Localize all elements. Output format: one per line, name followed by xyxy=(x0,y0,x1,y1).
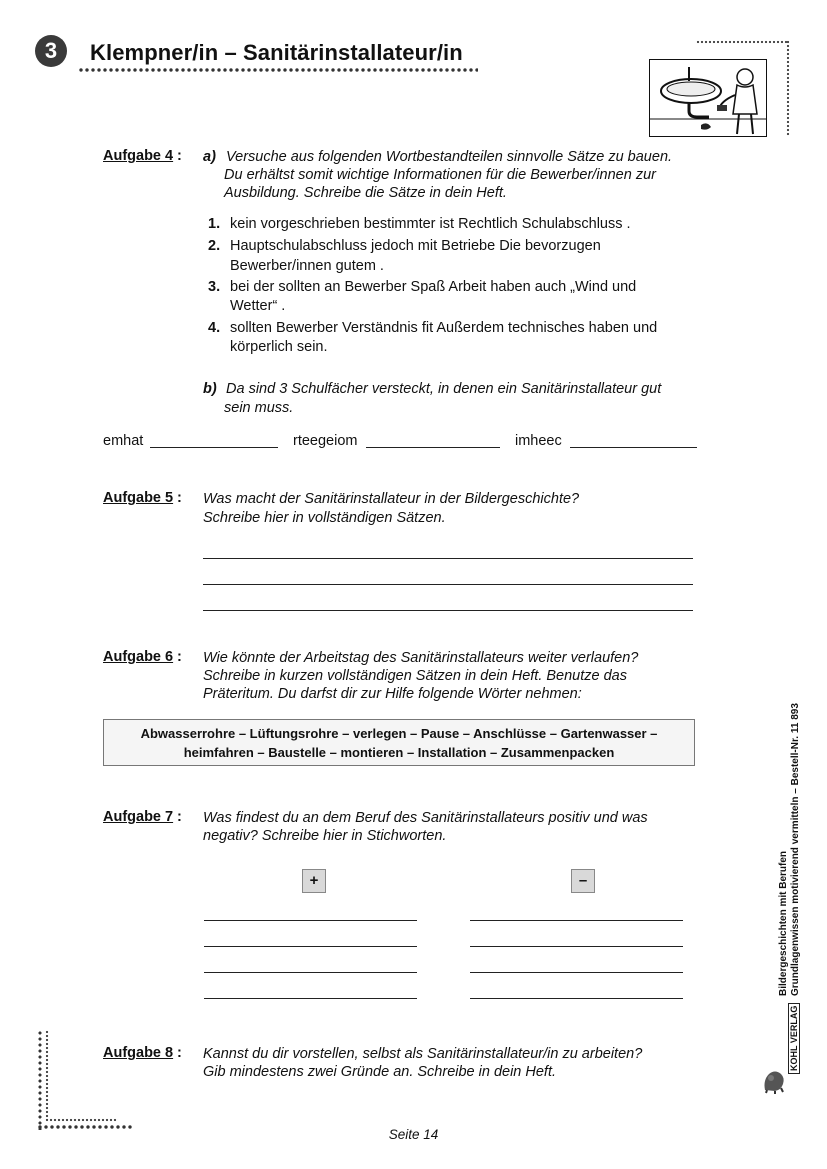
positive-answer-line[interactable] xyxy=(204,946,417,947)
word-bank-line-1: Abwasserrohre – Lüftungsrohre – verlegen – Pause – Anschlüsse – Gartenwasser – xyxy=(140,726,658,741)
task5-line-2: Schreibe hier in vollständigen Sätzen. xyxy=(203,510,446,526)
task8-line-1: Kannst du dir vorstellen, selbst als Sanitärinstallateur/in zu arbeiten? xyxy=(203,1046,643,1062)
sidebar-order-info: Grundlagenwissen motivierend vermitteln – Bestell-Nr. 11 893 xyxy=(790,703,801,996)
negative-sign: – xyxy=(571,869,595,893)
task7-line-2: negativ? Schreibe hier in Stichworten. xyxy=(203,828,447,844)
negative-answer-line[interactable] xyxy=(470,920,683,921)
scrambled-word: emhat xyxy=(103,433,144,449)
answer-line[interactable] xyxy=(366,447,500,448)
plumber-illustration xyxy=(649,59,767,137)
task4-item-3-line-2: Wetter“ . xyxy=(230,298,286,314)
task4-colon: : xyxy=(177,148,182,164)
scrambled-word: imheec xyxy=(515,433,562,449)
task8-colon: : xyxy=(177,1045,182,1061)
page-title: Klempner/in – Sanitärinstallateur/in xyxy=(90,40,463,65)
task5-colon: : xyxy=(177,490,182,506)
task7-label: Aufgabe 7 xyxy=(103,809,174,825)
task6-line-3: Präteritum. Du darfst dir zur Hilfe folgende Wörter nehmen: xyxy=(203,686,582,702)
page-number: Seite 14 xyxy=(388,1127,439,1142)
task4-part-a-line-2: Du erhältst somit wichtige Informationen für die Bewerber/innen zur xyxy=(224,167,656,183)
task4-item-4-line-1: sollten Bewerber Verständnis fit Außerdem technisches haben und xyxy=(230,320,658,336)
task8-line-2: Gib mindestens zwei Gründe an. Schreibe in dein Heft. xyxy=(203,1064,557,1080)
task4-item-number: 3. xyxy=(208,279,221,295)
positive-answer-line[interactable] xyxy=(204,920,417,921)
task4-item-number: 1. xyxy=(208,216,221,232)
task4-item-number: 4. xyxy=(208,320,221,336)
task4-item-2-line-2: Bewerber/innen gutem . xyxy=(230,258,384,274)
word-bank-line-2: heimfahren – Baustelle – montieren – Installation – Zusammenpacken xyxy=(183,744,615,760)
chapter-number-badge: 3 xyxy=(35,35,67,67)
scrambled-word: rteegeiom xyxy=(293,433,358,449)
corner-dots-top xyxy=(696,40,788,44)
task6-label: Aufgabe 6 xyxy=(103,649,174,665)
task6-colon: : xyxy=(177,649,182,665)
answer-line[interactable] xyxy=(150,447,278,448)
task7-line-1: Was findest du an dem Beruf des Sanitärinstallateurs positiv und was xyxy=(203,810,648,826)
task4-part-b-line-1: Da sind 3 Schulfächer versteckt, in denen ein Sanitärinstallateur gut xyxy=(226,381,662,397)
publisher-logo-icon xyxy=(761,1066,787,1094)
answer-line[interactable] xyxy=(203,584,693,585)
answer-line[interactable] xyxy=(203,558,693,559)
positive-answer-line[interactable] xyxy=(204,972,417,973)
answer-line[interactable] xyxy=(203,610,693,611)
word-bank-box xyxy=(103,719,695,766)
task4-part-a-marker: a) xyxy=(203,149,216,165)
negative-answer-line[interactable] xyxy=(470,998,683,999)
task4-part-a-line-1: Versuche aus folgenden Wortbestandteilen sinnvolle Sätze zu bauen. xyxy=(226,149,673,165)
negative-answer-line[interactable] xyxy=(470,946,683,947)
title-dotted-underline xyxy=(78,66,478,74)
task5-line-1: Was macht der Sanitärinstallateur in der Bildergeschichte? xyxy=(203,491,580,507)
sidebar-series-title: Bildergeschichten mit Berufen xyxy=(778,850,789,996)
positive-sign: + xyxy=(302,869,326,893)
publisher-logo-text: KOHL VERLAG xyxy=(788,1003,800,1074)
task6-line-2: Schreibe in kurzen vollständigen Sätzen in dein Heft. Benutze das xyxy=(203,668,627,684)
task4-part-b-marker: b) xyxy=(203,381,217,397)
task7-colon: : xyxy=(177,809,182,825)
task4-item-number: 2. xyxy=(208,238,221,254)
task4-item-4-line-2: körperlich sein. xyxy=(230,339,328,355)
task4-item-2-line-1: Hauptschulabschluss jedoch mit Betriebe Die bevorzugen xyxy=(230,238,601,254)
task5-label: Aufgabe 5 xyxy=(103,490,174,506)
task4-label: Aufgabe 4 xyxy=(103,148,174,164)
corner-dots-right xyxy=(786,40,790,136)
negative-answer-line[interactable] xyxy=(470,972,683,973)
corner-dots-left xyxy=(37,1030,43,1130)
positive-answer-line[interactable] xyxy=(204,998,417,999)
task8-label: Aufgabe 8 xyxy=(103,1045,174,1061)
task4-part-a-line-3: Ausbildung. Schreibe die Sätze in dein Heft. xyxy=(224,185,507,201)
task4-part-b-line-2: sein muss. xyxy=(224,400,294,416)
answer-line[interactable] xyxy=(570,447,697,448)
task4-item-1-line-1: kein vorgeschrieben bestimmter ist Rechtlich Schulabschluss . xyxy=(230,216,631,232)
task4-item-3-line-1: bei der sollten an Bewerber Spaß Arbeit haben auch „Wind und xyxy=(230,279,637,295)
task6-line-1: Wie könnte der Arbeitstag des Sanitärinstallateurs weiter verlaufen? xyxy=(203,650,639,666)
corner-dots-left-inner xyxy=(45,1030,49,1120)
corner-dots-bottom-inner xyxy=(45,1118,117,1122)
